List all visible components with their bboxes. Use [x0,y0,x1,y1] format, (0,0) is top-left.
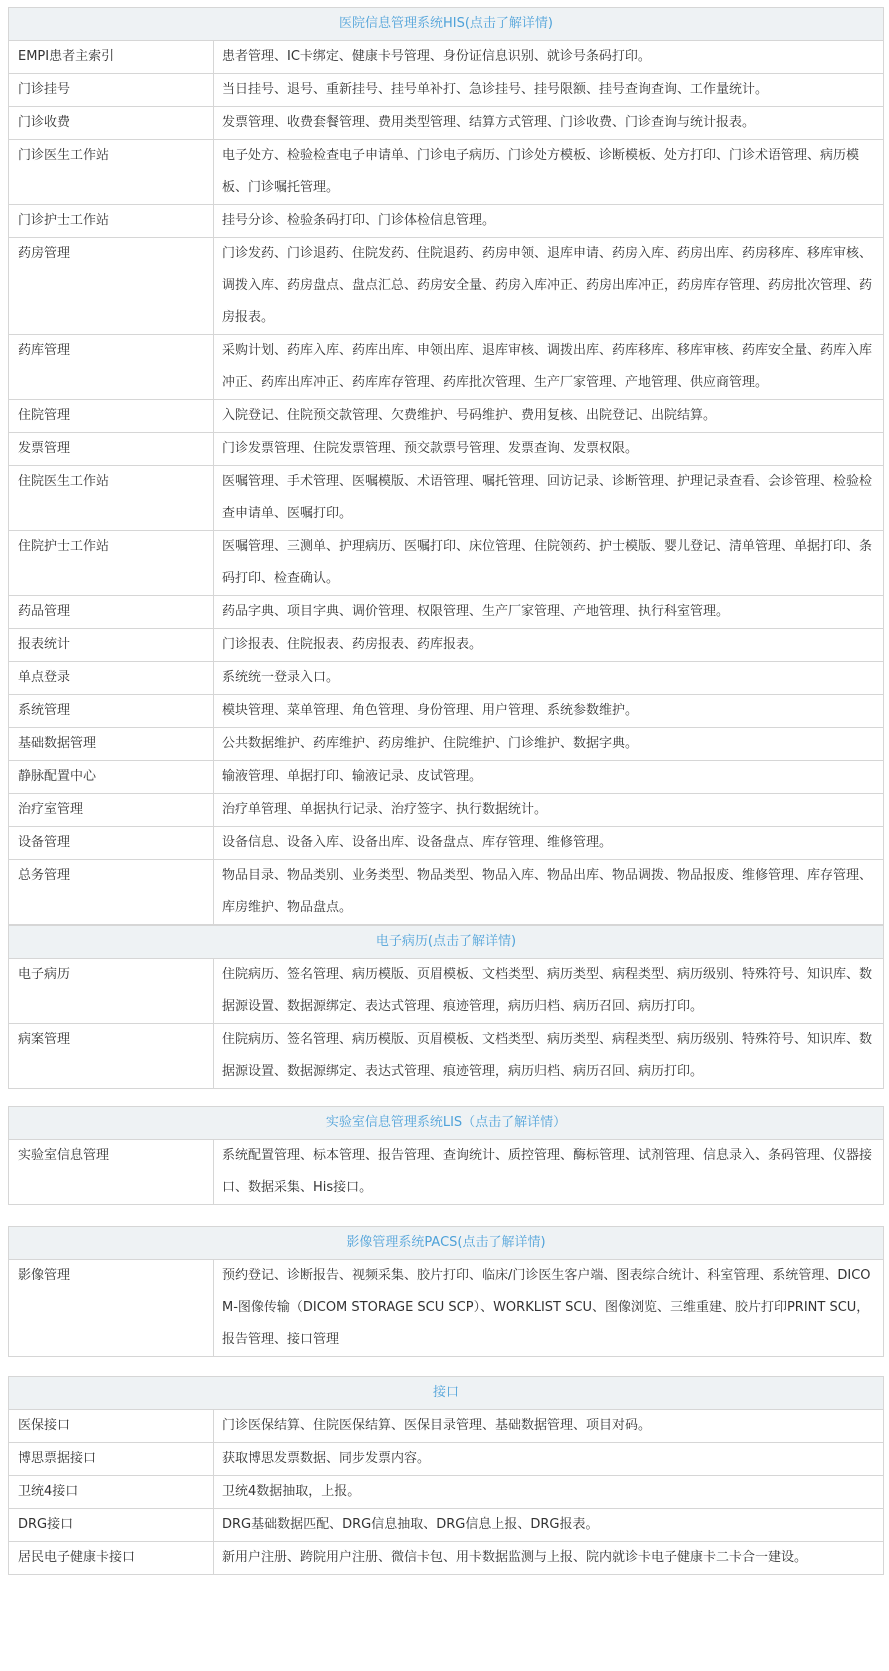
module-features: 门诊发票管理、住院发票管理、预交款票号管理、发票查询、发票权限。 [214,433,884,466]
module-name: 住院管理 [9,400,214,433]
module-features: 公共数据维护、药库维护、药房维护、住院维护、门诊维护、数据字典。 [214,728,884,761]
module-name: 治疗室管理 [9,794,214,827]
table-row [9,140,884,205]
module-name: 单点登录 [9,662,214,695]
table-row [9,860,884,925]
section-title-link: 接口 [9,1377,884,1410]
table-row [9,466,884,531]
table-row [9,1542,884,1575]
section-table [8,925,884,1089]
table-row [9,1024,884,1089]
table-row [9,596,884,629]
module-features: 新用户注册、跨院用户注册、微信卡包、用卡数据监测与上报、院内就诊卡电子健康卡二卡合一建设。 [214,1542,884,1575]
module-name: 总务管理 [9,860,214,925]
module-features: 发票管理、收费套餐管理、费用类型管理、结算方式管理、门诊收费、门诊查询与统计报表。 [214,107,884,140]
module-name: 博思票据接口 [9,1443,214,1476]
module-features: 入院登记、住院预交款管理、欠费维护、号码维护、费用复核、出院登记、出院结算。 [214,400,884,433]
module-name: 基础数据管理 [9,728,214,761]
table-row [9,335,884,400]
table-row [9,1443,884,1476]
module-name: 电子病历 [9,959,214,1024]
section-title-link[interactable]: 医院信息管理系统HIS(点击了解详情) [9,8,884,41]
module-features: 门诊发药、门诊退药、住院发药、住院退药、药房申领、退库申请、药房入库、药房出库、药房移库、移库审核、调拨入库、药房盘点、盘点汇总、药房安全量、药房入库冲正、药房出库冲正，药房库存管理、药房批次管理、药房报表。 [214,238,884,335]
module-name: 静脉配置中心 [9,761,214,794]
module-features: 治疗单管理、单据执行记录、治疗签字、执行数据统计。 [214,794,884,827]
module-name: 门诊挂号 [9,74,214,107]
module-name: 门诊护士工作站 [9,205,214,238]
module-name: 居民电子健康卡接口 [9,1542,214,1575]
module-features: 物品目录、物品类别、业务类型、物品类型、物品入库、物品出库、物品调拨、物品报废、维修管理、库存管理、库房维护、物品盘点。 [214,860,884,925]
module-name: 门诊收费 [9,107,214,140]
module-features: 当日挂号、退号、重新挂号、挂号单补打、急诊挂号、挂号限额、挂号查询查询、工作量统计。 [214,74,884,107]
table-row [9,662,884,695]
module-name: 实验室信息管理 [9,1140,214,1205]
module-features: 获取博思发票数据、同步发票内容。 [214,1443,884,1476]
module-features: 系统统一登录入口。 [214,662,884,695]
module-features: 设备信息、设备入库、设备出库、设备盘点、库存管理、维修管理。 [214,827,884,860]
module-name: 住院医生工作站 [9,466,214,531]
section-table [8,1106,884,1205]
module-features: 门诊医保结算、住院医保结算、医保目录管理、基础数据管理、项目对码。 [214,1410,884,1443]
section-title-link[interactable]: 电子病历(点击了解详情) [9,926,884,959]
module-features: 患者管理、IC卡绑定、健康卡号管理、身份证信息识别、就诊号条码打印。 [214,41,884,74]
table-row [9,433,884,466]
module-features: 住院病历、签名管理、病历模版、页眉模板、文档类型、病历类型、病程类型、病历级别、特殊符号、知识库、数据源设置、数据源绑定、表达式管理、痕迹管理，病历归档、病历召回、病历打印。 [214,959,884,1024]
module-name: 影像管理 [9,1260,214,1357]
table-row [9,400,884,433]
module-features: 药品字典、项目字典、调价管理、权限管理、生产厂家管理、产地管理、执行科室管理。 [214,596,884,629]
module-name: 药库管理 [9,335,214,400]
module-name: 门诊医生工作站 [9,140,214,205]
module-features: 模块管理、菜单管理、角色管理、身份管理、用户管理、系统参数维护。 [214,695,884,728]
module-features: DRG基础数据匹配、DRG信息抽取、DRG信息上报、DRG报表。 [214,1509,884,1542]
module-name: 卫统4接口 [9,1476,214,1509]
table-row [9,1410,884,1443]
table-row [9,531,884,596]
section-title-link[interactable]: 实验室信息管理系统LIS（点击了解详情） [9,1107,884,1140]
module-features: 住院病历、签名管理、病历模版、页眉模板、文档类型、病历类型、病程类型、病历级别、特殊符号、知识库、数据源设置、数据源绑定、表达式管理、痕迹管理，病历归档、病历召回、病历打印。 [214,1024,884,1089]
module-name: DRG接口 [9,1509,214,1542]
section-table [8,7,884,925]
table-row [9,761,884,794]
module-name: 医保接口 [9,1410,214,1443]
table-row [9,205,884,238]
table-row [9,1140,884,1205]
table-row [9,107,884,140]
table-row [9,629,884,662]
table-row [9,1476,884,1509]
module-features: 门诊报表、住院报表、药房报表、药库报表。 [214,629,884,662]
module-name: 病案管理 [9,1024,214,1089]
table-row [9,728,884,761]
table-row [9,794,884,827]
module-name: 设备管理 [9,827,214,860]
module-features: 电子处方、检验检查电子申请单、门诊电子病历、门诊处方模板、诊断模板、处方打印、门诊术语管理、病历模板、门诊嘱托管理。 [214,140,884,205]
module-features: 预约登记、诊断报告、视频采集、胶片打印、临床/门诊医生客户端、图表综合统计、科室管理、系统管理、DICOM-图像传输（DICOM STORAGE SCU SCP）、WORKLIST SCU、图像浏览、三维重建、胶片打印PRINT SCU，报告管理、接口管理 [214,1260,884,1357]
table-row [9,827,884,860]
module-name: 报表统计 [9,629,214,662]
module-name: 系统管理 [9,695,214,728]
table-row [9,238,884,335]
module-features: 挂号分诊、检验条码打印、门诊体检信息管理。 [214,205,884,238]
table-row [9,1509,884,1542]
module-features: 系统配置管理、标本管理、报告管理、查询统计、质控管理、酶标管理、试剂管理、信息录入、条码管理、仪器接口、数据采集、His接口。 [214,1140,884,1205]
table-row [9,959,884,1024]
section-title-link[interactable]: 影像管理系统PACS(点击了解详情) [9,1227,884,1260]
module-features: 卫统4数据抽取，上报。 [214,1476,884,1509]
table-row [9,1260,884,1357]
module-name: 发票管理 [9,433,214,466]
module-name: 药房管理 [9,238,214,335]
module-name: 住院护士工作站 [9,531,214,596]
module-name: 药品管理 [9,596,214,629]
module-features: 采购计划、药库入库、药库出库、申领出库、退库审核、调拨出库、药库移库、移库审核、药库安全量、药库入库冲正、药库出库冲正、药库库存管理、药库批次管理、生产厂家管理、产地管理、供应商管理。 [214,335,884,400]
table-row [9,41,884,74]
table-row [9,74,884,107]
section-table [8,1376,884,1575]
module-features: 输液管理、单据打印、输液记录、皮试管理。 [214,761,884,794]
module-name: EMPI患者主索引 [9,41,214,74]
module-features: 医嘱管理、三测单、护理病历、医嘱打印、床位管理、住院领药、护士模版、婴儿登记、清单管理、单据打印、条码打印、检查确认。 [214,531,884,596]
table-row [9,695,884,728]
section-table [8,1226,884,1357]
module-features: 医嘱管理、手术管理、医嘱模版、术语管理、嘱托管理、回访记录、诊断管理、护理记录查看、会诊管理、检验检查申请单、医嘱打印。 [214,466,884,531]
